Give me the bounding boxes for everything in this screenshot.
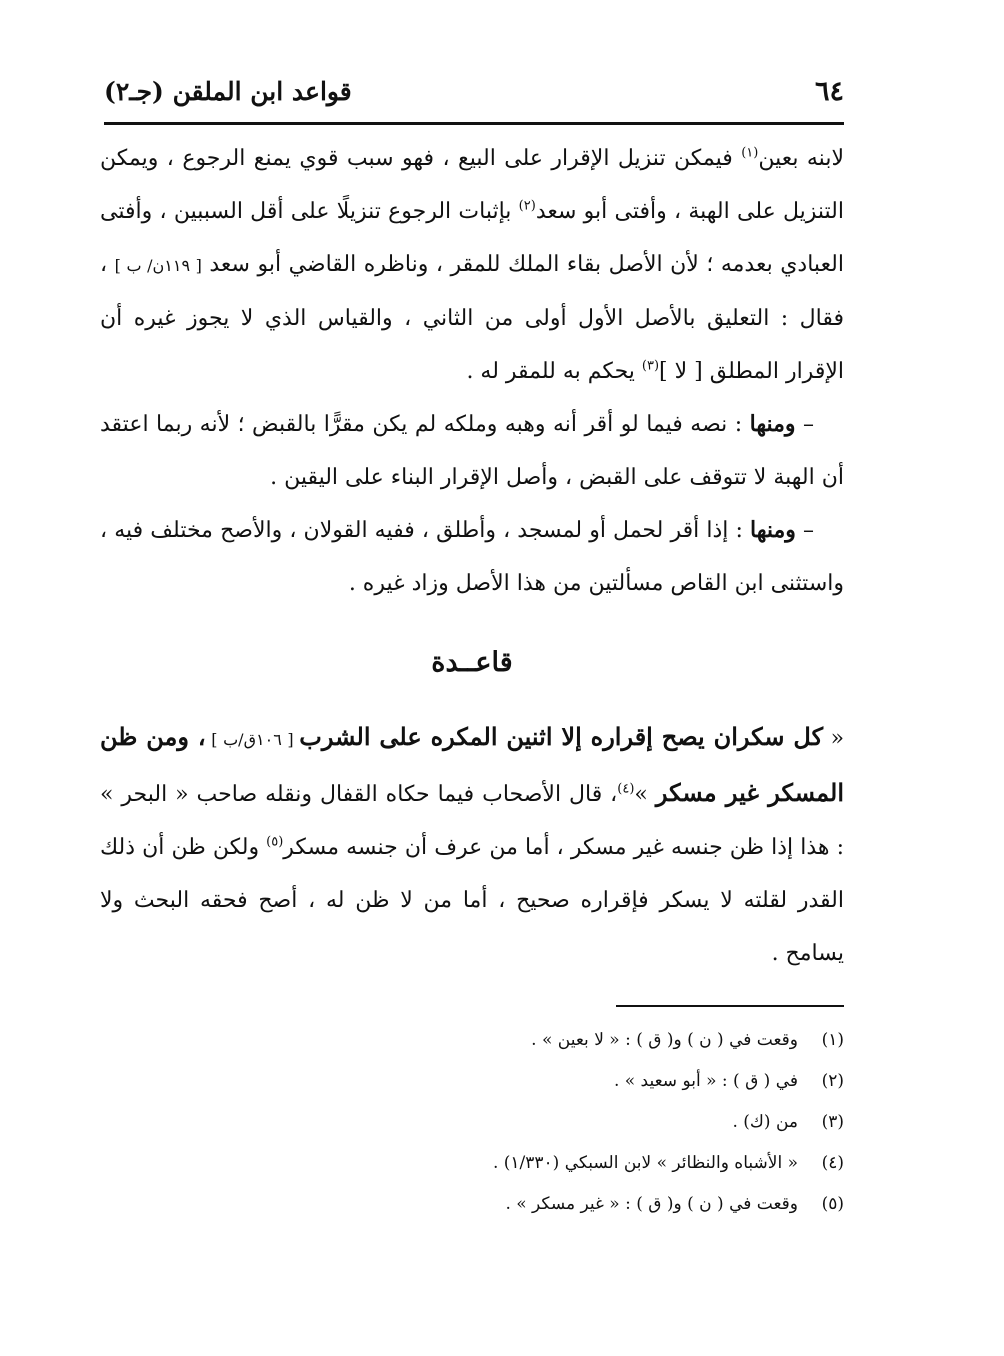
- footnote-item: [300, 1102, 844, 1143]
- footnote-marker-1: (١): [741, 145, 759, 161]
- paragraph-label: ومنها: [749, 411, 796, 437]
- page-header: [104, 66, 844, 116]
- text-run: بإثبات الرجوع تنزيلًا على أقل السببين ، وأفتى العبادي بعدمه ؛ لأن الأصل بقاء الملك للمقر ، وناظره القاضي أبو سعد: [100, 199, 844, 277]
- list-dash: –: [795, 412, 815, 437]
- footnote-marker-3: (٣): [641, 358, 660, 374]
- footnote-item: [300, 1020, 844, 1061]
- footnote-text: من (ك) .: [732, 1112, 798, 1132]
- footnote-marker-5: (٥): [266, 834, 284, 850]
- footnote-divider: [616, 1005, 844, 1007]
- footnote-number: (٢): [821, 1071, 844, 1091]
- list-dash: –: [795, 518, 815, 543]
- close-quote: »: [634, 782, 656, 807]
- manuscript-folio-ref: [ ١٠٦ق/ب ]: [205, 730, 300, 749]
- main-text: [100, 132, 844, 980]
- text-run: فيمكن تنزيل الإقرار على البيع ، فهو سبب قوي يمنع الرجوع ، ويمكن التنزيل على الهبة ، وأفتى أبو سعد: [100, 146, 844, 224]
- rule-statement-cont: ، ومن ظن المسكر غير مسكر: [100, 722, 844, 807]
- section-heading: قاعــدة: [431, 647, 513, 678]
- text-run: ، قال الأصحاب فيما حكاه القفال ونقله صاحب « البحر » : هذا إذا ظن جنسه غير مسكر ، أما من عرف أن جنسه مسكر: [100, 782, 844, 860]
- manuscript-folio-ref: [ ١١٩ن/ ب ]: [114, 256, 202, 275]
- paragraph-3: [100, 504, 844, 610]
- open-quote: «: [823, 726, 845, 751]
- footnotes-list: [300, 1020, 844, 1225]
- footnote-item: [300, 1184, 844, 1225]
- rule-paragraph: [100, 710, 844, 980]
- footnote-item: [300, 1061, 844, 1102]
- footnote-number: (٣): [821, 1112, 844, 1132]
- page-number: ٦٤: [814, 75, 844, 107]
- footnote-text: « الأشباه والنظائر » لابن السبكي (١/٣٣٠) .: [492, 1153, 798, 1173]
- footnote-marker-4: (٤): [617, 781, 635, 797]
- footnote-item: [300, 1143, 844, 1184]
- footnote-text: في ( ق ) : « أبو سعيد » .: [613, 1071, 798, 1091]
- footnote-text: وقعت في ( ن ) و( ق ) : « لا بعين » .: [531, 1030, 798, 1050]
- text-run: يحكم به للمقر له .: [466, 359, 642, 384]
- header-divider: [104, 122, 844, 125]
- inserted-word: [ لا ]: [659, 359, 703, 384]
- text-run: : نصه فيما لو أقر أنه وهبه وملكه لم يكن مقرًّا بالقبض ؛ لأنه ربما اعتقد أن الهبة لا تتوقف على القبض ، وأصل الإقرار البناء على اليقين .: [100, 412, 844, 490]
- footnote-number: (٥): [821, 1194, 844, 1214]
- text-run: لابنه بعين: [758, 146, 844, 171]
- footnote-number: (١): [821, 1030, 844, 1050]
- text-run: ولكن ظن أن ذلك القدر لقلته لا يسكر فإقراره صحيح ، أما من لا ظن له ، أصح فحقه البحث ولا يسامح .: [100, 835, 844, 966]
- footnote-number: (٤): [821, 1153, 844, 1173]
- running-title: قواعد ابن الملقن (جـ٢): [104, 76, 352, 106]
- footnote-text: وقعت في ( ن ) و( ق ) : « غير مسكر » .: [505, 1194, 798, 1214]
- footnote-marker-2: (٢): [518, 198, 536, 214]
- text-run: ، فقال : التعليق بالأصل الأول أولى من الثاني ، والقياس الذي لا يجوز غيره أن الإقرار المطلق: [100, 252, 844, 384]
- text-run: : إذا أقر لحمل أو لمسجد ، وأطلق ، ففيه القولان ، والأصح مختلف فيه ، واستثنى ابن القاص مسألتين من هذا الأصل وزاد غيره .: [100, 518, 844, 596]
- paragraph-1: [100, 132, 844, 398]
- paragraph-label: ومنها: [750, 517, 796, 543]
- rule-statement: كل سكران يصح إقراره إلا اثنين المكره على الشرب: [299, 722, 824, 751]
- paragraph-2: [100, 398, 844, 504]
